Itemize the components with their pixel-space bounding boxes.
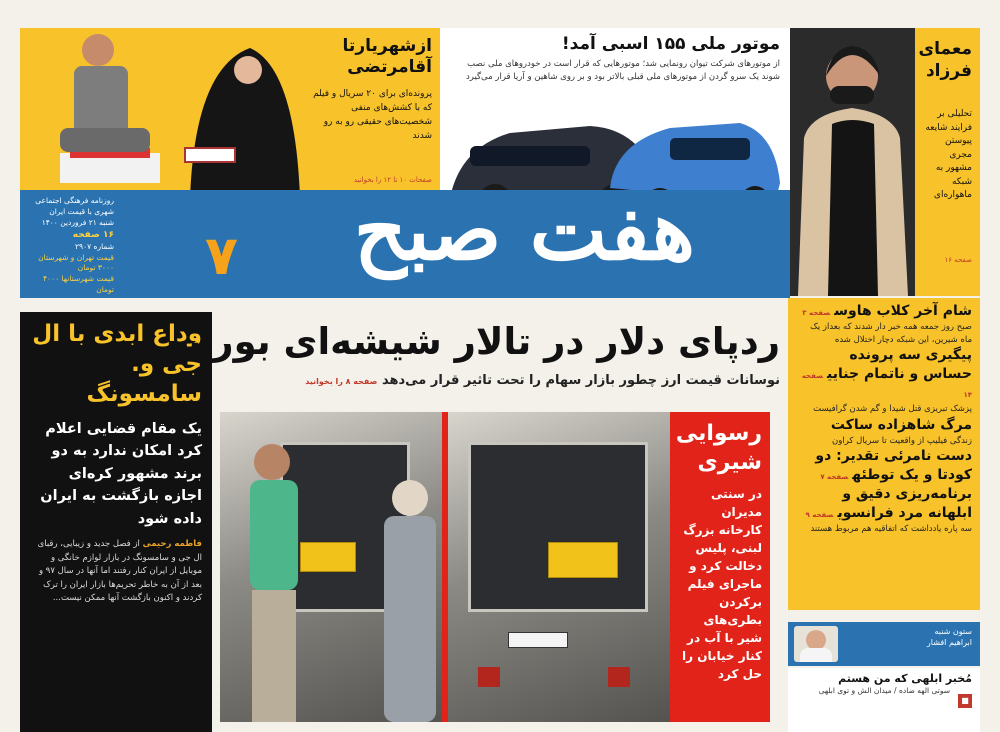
logo-number: ۷ bbox=[205, 224, 238, 287]
farzad-story-title[interactable]: معمای فرزاد bbox=[918, 39, 972, 82]
news-item-body: پزشک تبریزی قتل شیدا و گم شدن گرافیست bbox=[813, 404, 972, 415]
farzad-story-body: تحلیلی بر فرایند شایعه پیوستن مجری مشهور به شبکه ماهواره‌ای bbox=[925, 109, 972, 200]
man-figure bbox=[220, 432, 330, 722]
car-story-title[interactable]: موتور ملی ۱۵۵ اسبی آمد! bbox=[561, 34, 780, 54]
news-item-source: صفحه ۹ bbox=[805, 511, 834, 520]
price-other: قیمت شهرستانها ۴۰۰۰ تومان bbox=[43, 274, 114, 295]
news-item[interactable] bbox=[796, 485, 972, 536]
news-item-title: مرگ شاهزاده ساکت bbox=[830, 416, 972, 433]
page-count: ۱۶ صفحه bbox=[72, 229, 114, 240]
column-label: ستون شنبه bbox=[934, 627, 972, 636]
news-item-title: دست نامرئی تقدیر: دو کودتا و یک توطئهصفحه ۷ bbox=[815, 448, 972, 484]
saturday-column[interactable] bbox=[788, 668, 980, 732]
series-story-body: پرونده‌ای برای ۲۰ سریال و فیلم که با کشش‌های منفی شخصیت‌های حقیقی رو به رو شدند bbox=[313, 89, 432, 141]
column-body: سوتی الهه ضاده / میدان الش و توی ابلهی bbox=[818, 686, 950, 695]
series-story-source: صفحات ۱۰ تا ۱۲ را بخوانید bbox=[353, 176, 432, 184]
news-item[interactable] bbox=[796, 416, 972, 448]
masthead bbox=[20, 183, 790, 298]
newspaper-logo[interactable] bbox=[195, 183, 735, 292]
bullet-icon: ■ bbox=[958, 694, 972, 708]
news-item[interactable] bbox=[796, 346, 972, 415]
info-line: شنبه ۲۱ فروردین ۱۴۰۰ bbox=[41, 217, 114, 227]
news-item-body: صبح روز جمعه همه خبر دار شدند که بعداز یک ماه شیرین، این شبکه دچار اختلال شده bbox=[810, 321, 972, 345]
series-story-panel[interactable] bbox=[20, 28, 440, 208]
lg-samsung-title[interactable]: وداع ابدی با ال جی و. سامسونگ bbox=[32, 321, 202, 407]
lg-samsung-text: از فصل جدید و زیبایی، رقبای ال جی و سامسونگ در بازار لوازم خانگی و موبایل از ایران کنار رفتند اما آنها در سال ۹۷ و بعد از آن به خاطر تحریم‌ها بازار ایران را ترک کردند و اکنون بازگشت آنها ممکن نیست... bbox=[37, 539, 202, 604]
news-column bbox=[788, 298, 980, 610]
column-title[interactable]: مُخبر ابلهی که من هستم bbox=[838, 672, 972, 685]
tail-light bbox=[608, 667, 630, 687]
saturday-column-header[interactable] bbox=[788, 622, 980, 666]
author-avatar bbox=[794, 626, 838, 662]
farzad-story-panel[interactable] bbox=[790, 28, 980, 296]
logo-wordmark: هفت صبح bbox=[353, 183, 695, 279]
milk-scandal-body: در سنتی مدیران کارخانه بزرگ لبنی، پلیس دخالت کرد و ماجرای فیلم برکردن بطری‌های شیر با آب در کنار خیابان را حل کرد bbox=[682, 487, 762, 682]
news-item-source: صفحه ۳ bbox=[802, 309, 831, 317]
man-figure-2 bbox=[370, 472, 442, 722]
series-story-title[interactable]: ازشهریارتا آقامرتضی bbox=[342, 36, 432, 78]
news-item-title: برنامه‌ریزی دقیق و ابلهانه مرد فرانسویصفحه ۹ bbox=[805, 486, 972, 522]
issue-number: شماره ۲۹۰۷ bbox=[75, 241, 114, 251]
info-line: روزنامه فرهنگی اجتماعی bbox=[35, 196, 114, 205]
milk-scandal-title[interactable]: رسوایی شیری bbox=[675, 421, 762, 475]
main-subheadline bbox=[222, 373, 780, 388]
lg-samsung-subtitle: یک مقام قضایی اعلام کرد امکان ندارد به دو برند مشهور کره‌ای اجازه بازگشت به ایران داده شود bbox=[40, 420, 202, 527]
news-item-body: زندگی فیلیپ از واقعیت تا سریال کراون bbox=[832, 435, 972, 446]
news-item-title: شام آخر کلاب هاوسصفحه ۳ bbox=[802, 303, 972, 319]
news-item[interactable] bbox=[796, 447, 972, 485]
news-item[interactable] bbox=[796, 302, 972, 346]
lg-samsung-story[interactable] bbox=[20, 312, 212, 732]
truck-door bbox=[468, 442, 648, 612]
car-story-body: از موتورهای شرکت تیوان رونمایی شد؛ موتورهایی که قرار است در خودروهای ملی نصب شوند یک سرو گردن از موتورهای ملی قبلی بالاتر بود و بر روی شاهین و آریا قرار می‌گیرد bbox=[465, 59, 780, 82]
masthead-info bbox=[20, 190, 120, 298]
truck-photo-left[interactable] bbox=[220, 412, 442, 722]
news-item-title: پیگیری سه پرونده حساس و ناتمام جناییصفحه ۱۴ bbox=[801, 347, 972, 400]
main-subheadline-text: نوسانات قیمت ارز چطور بازار سهام را تحت تاثیر قرار می‌دهد bbox=[381, 373, 780, 388]
news-item-source: صفحه ۱۴ bbox=[801, 372, 972, 400]
tail-light bbox=[478, 667, 500, 687]
lg-samsung-author: فاطمه رحیمی bbox=[142, 539, 202, 550]
news-item-body: سه پاره یادداشت که اتفاقیه هم مربوط هستند bbox=[810, 524, 972, 535]
column-author: ابراهیم افشار bbox=[926, 638, 972, 648]
license-plate bbox=[508, 632, 568, 648]
news-item-source: صفحه ۷ bbox=[820, 473, 849, 482]
farzad-story-source: صفحه ۱۶ bbox=[944, 256, 972, 264]
milk-scandal-story[interactable] bbox=[670, 412, 770, 722]
lg-samsung-body bbox=[30, 538, 202, 606]
main-headline[interactable]: ردپای دلار در تالار شیشه‌ای بورس bbox=[161, 320, 780, 363]
truck-photo-right[interactable] bbox=[448, 412, 670, 722]
main-source: صفحه ۸ را بخوانید bbox=[305, 377, 378, 386]
yellow-crate bbox=[548, 542, 618, 578]
info-line: شهری با قیمت ایران bbox=[49, 206, 114, 216]
series-story-photo bbox=[20, 28, 320, 208]
price-tehran: قیمت تهران و شهرستان ۳۰۰۰ تومان bbox=[38, 252, 114, 273]
